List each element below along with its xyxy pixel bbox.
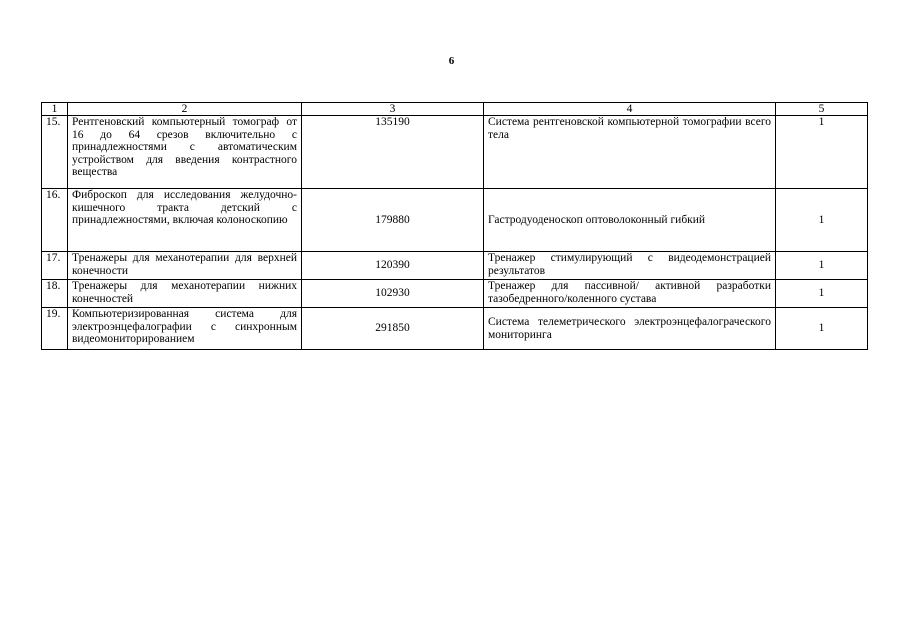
row-number: 15. <box>42 116 68 189</box>
quantity: 1 <box>776 308 868 350</box>
table-row <box>42 308 868 350</box>
row-number: 19. <box>42 308 68 350</box>
table-row <box>42 280 868 308</box>
equipment-table <box>41 102 868 350</box>
column-header-1: 1 <box>42 103 68 116</box>
equipment-type: Система рентгеновской компьютерной томографии всего тела <box>484 116 776 189</box>
row-number: 18. <box>42 280 68 308</box>
equipment-code: 291850 <box>302 308 484 350</box>
column-header-2: 2 <box>68 103 302 116</box>
column-header-3: 3 <box>302 103 484 116</box>
equipment-name: Компьютеризированная система для электроэнцефалографии с синхронным видеомониторированием <box>68 308 302 350</box>
equipment-name: Фиброскоп для исследования желудочно-кишечного тракта детский с принадлежностями, включая колоноскопию <box>68 189 302 252</box>
quantity: 1 <box>776 116 868 189</box>
page-number: 6 <box>448 55 455 67</box>
column-header-4: 4 <box>484 103 776 116</box>
row-number: 16. <box>42 189 68 252</box>
quantity: 1 <box>776 280 868 308</box>
table-row <box>42 252 868 280</box>
table-row <box>42 116 868 189</box>
equipment-type: Тренажер для пассивной/ активной разработки тазобедренного/коленного сустава <box>484 280 776 308</box>
column-header-5: 5 <box>776 103 868 116</box>
table-header-row <box>42 103 868 116</box>
equipment-name: Рентгеновский компьютерный томограф от 16 до 64 срезов включительно с принадлежностями с автоматическим устройством для введения контрастного вещества <box>68 116 302 189</box>
equipment-code: 102930 <box>302 280 484 308</box>
equipment-code: 135190 <box>302 116 484 189</box>
equipment-code: 179880 <box>302 189 484 252</box>
table-row <box>42 189 868 252</box>
equipment-code: 120390 <box>302 252 484 280</box>
equipment-type: Гастродуоденоскоп оптоволоконный гибкий <box>484 189 776 252</box>
quantity: 1 <box>776 189 868 252</box>
equipment-type: Система телеметрического электроэнцефалограческого мониторинга <box>484 308 776 350</box>
equipment-type: Тренажер стимулирующий с видеодемонстрацией результатов <box>484 252 776 280</box>
equipment-name: Тренажеры для механотерапии для верхней конечности <box>68 252 302 280</box>
quantity: 1 <box>776 252 868 280</box>
equipment-name: Тренажеры для механотерапии нижних конечностей <box>68 280 302 308</box>
row-number: 17. <box>42 252 68 280</box>
